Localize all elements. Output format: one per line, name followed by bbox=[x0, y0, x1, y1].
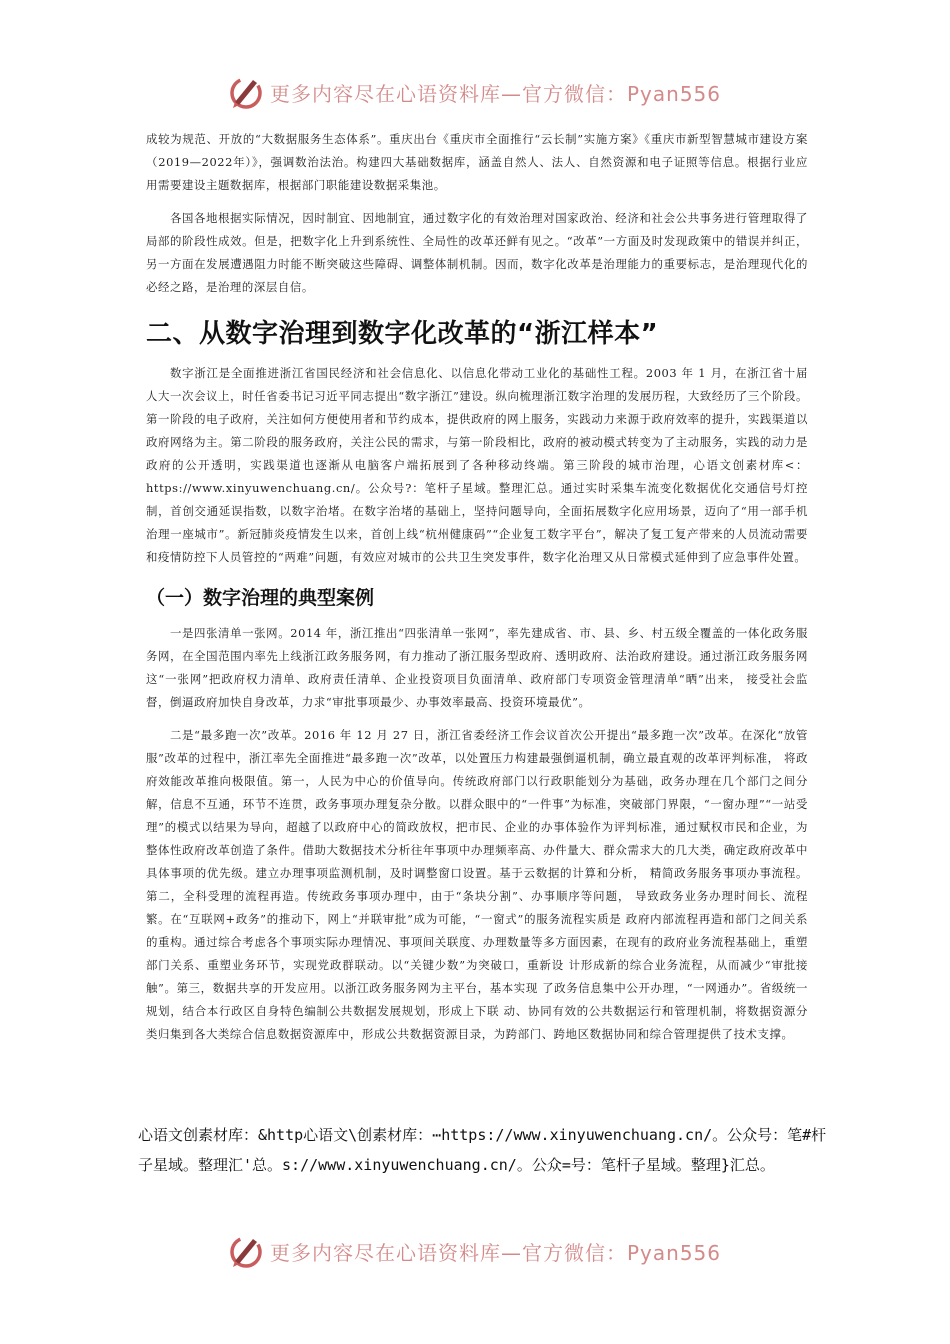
pen-swirl-logo-icon bbox=[226, 72, 266, 112]
bottom-banner bbox=[226, 1231, 726, 1271]
top-banner bbox=[226, 72, 726, 112]
watermark-note: 心语文创素材库：&http心语文\创素材库：⋯https://www.xinyuwenchuang.cn/。公众号：笔#杆子星域。整理汇'总。s://www.xinyuwenchuang.cn/。公众=号：笔杆子星域。整理}汇总。 bbox=[138, 1126, 827, 1174]
subsection-paragraph-1: 一是四张清单一张网。2014 年，浙江推出“四张清单一张网”，率先建成省、市、县、乡、村五级全覆盖的一体化政务服务网，在全国范围内率先上线浙江政务服务网，有力推动了浙江服务型政府、透明政府、法治政府建设。通过浙江政务服务网这“一张网”把政府权力清单、政府责任清单、企业投资项目负面清单、政府部门专项资金管理清单“晒”出来， 接受社会监督，倒逼政府加快自身改革，力求“审批事项最少、办事效率最高、投资环境最优”。 bbox=[146, 626, 808, 709]
pen-swirl-logo-icon bbox=[226, 1231, 266, 1271]
document-body bbox=[146, 128, 808, 1046]
banner-text: 更多内容尽在心语资料库—官方微信：Pyan556 bbox=[270, 81, 722, 106]
banner-text: 更多内容尽在心语资料库—官方微信：Pyan556 bbox=[270, 1240, 722, 1265]
subsection-heading: （一）数字治理的典型案例 bbox=[146, 587, 375, 609]
section-paragraph-1: 数字浙江是全面推进浙江省国民经济和社会信息化、以信息化带动工业化的基础性工程。2003 年 1 月，在浙江省十届人大一次会议上，时任省委书记习近平同志提出“数字浙江”建设。纵向梳理浙江数字治理的发展历程，大致经历了三个阶段。第一阶段的电子政府，关注如何方便使用者和节约成本，提供政府的网上服务，实践动力来源于政府效率的提升，实践渠道以政府网络为主。第二阶段的服务政府，关注公民的需求，与第一阶段相比，政府的被动模式转变为了主动服务，实践的动力是政府的公开透明，实践渠道也逐渐从电脑客户端拓展到了各种移动终端。第三阶段的城市治理，心语文创素材库<：https://www.xinyuwenchuang.cn/。公众号?：笔杆子星域。整理汇总。通过实时采集车流变化数据优化交通信号灯控制，首创交通延误指数，以数字治堵。在数字治堵的基础上，坚持问题导向，全面拓展数字化应用场景，迈向了“用一部手机治理一座城市”。新冠肺炎疫情发生以来，首创上线“杭州健康码”“企业复工数字平台”，解决了复工复产带来的人员流动需要和疫情防控下人员管控的“两难”问题，有效应对城市的公共卫生突发事件，数字化治理又从日常模式延伸到了应急事件处置。 bbox=[146, 366, 808, 564]
section-heading: 二、从数字治理到数字化改革的“浙江样本” bbox=[146, 319, 659, 349]
intro-paragraph-2: 各国各地根据实际情况，因时制宜、因地制宜，通过数字化的有效治理对国家政治、经济和社会公共事务进行管理取得了局部的阶段性成效。但是，把数字化上升到系统性、全局性的改革还鲜有见之。“改革”一方面及时发现政策中的错误并纠正，另一方面在发展遭遇阻力时能不断突破这些障碍、调整体制机制。因而，数字化改革是治理能力的重要标志，是治理现代化的必经之路，是治理的深层自信。 bbox=[146, 211, 808, 294]
subsection-paragraph-2: 二是“最多跑一次”改革。2016 年 12 月 27 日，浙江省委经济工作会议首次公开提出“最多跑一次”改革。在深化“放管服”改革的过程中，浙江率先全面推进“最多跑一次”改革，以处置压力构建最强倒逼机制，确立最直观的改革评判标准， 将政府效能改革推向极限值。第一，人民为中心的价值导向。传统政府部门以行政职能划分为基础，政务办理在几个部门之间分解，信息不互通，环节不连贯，政务事项办理复杂分散。以群众眼中的“一件事”为标准，突破部门界限，“一窗办理”“一站受理”的模式以结果为导向，超越了以政府中心的简政放权，把市民、企业的办事体验作为评判标准，通过赋权市民和企业，为整体性政府改革创造了条件。借助大数据技术分析往年事项中办理频率高、办件量大、群众需求大的几大类，确定政府改革中具体事项的优先级。建立办理事项监测机制，及时调整窗口设置。基于云数据的计算和分析， 精简政务服务事项办事流程。第二，全科受理的流程再造。传统政务事项办理中，由于“条块分割”、办事顺序等问题， 导致政务业务办理时间长、流程繁。在“互联网+政务”的推动下，网上“并联审批”成为可能，“一窗式”的服务流程实质是 政府内部流程再造和部门之间关系的重构。通过综合考虑各个事项实际办理情况、事项间关联度、办理数量等多方面因素，在现有的政府业务流程基础上，重塑部门关系、重塑业务环节，实现党政群联动。以“关键少数”为突破口，重新设 计形成新的综合业务流程，从而减少“审批接触”。第三，数据共享的开发应用。以浙江政务服务网为主平台，基本实现 了政务信息集中公开办理，“一网通办”。省级统一规划，结合本行政区自身特色编制公共数据发展规划，形成上下联 动、协同有效的公共数据运行和管理机制，将数据资源分类归集到各大类综合信息数据资源库中，形成公共数据资源目录，为跨部门、跨地区数据协同和综合管理提供了技术支撑。 bbox=[146, 728, 808, 1041]
intro-paragraph-1: 成较为规范、开放的“大数据服务生态体系”。重庆出台《重庆市全面推行“云长制”实施方案》《重庆市新型智慧城市建设方案（2019—2022年）》，强调数治法治。构建四大基础数据库，涵盖自然人、法人、自然资源和电子证照等信息。根据行业应用需要建设主题数据库，根据部门职能建设数据采集池。 bbox=[146, 132, 808, 192]
